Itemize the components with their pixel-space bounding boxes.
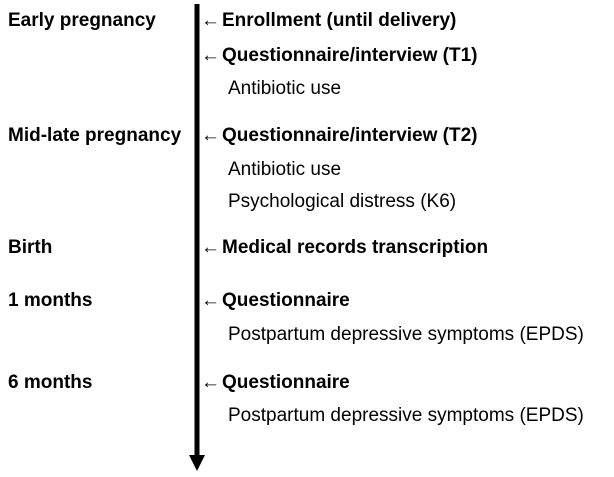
event-detail: Antibiotic use	[228, 78, 342, 99]
event-detail: Psychological distress (K6)	[228, 191, 457, 212]
event-detail: Antibiotic use	[228, 159, 342, 180]
left-arrow-icon: ←	[201, 237, 220, 258]
stage-birth: Birth	[8, 237, 53, 258]
timeline-axis-arrowhead	[189, 455, 205, 471]
left-arrow-icon: ←	[201, 372, 220, 393]
left-arrow-icon: ←	[201, 125, 220, 146]
event-detail: Postpartum depressive symptoms (EPDS)	[228, 324, 584, 345]
event-enrollment: Enrollment (until delivery)	[222, 10, 457, 31]
event-questionnaire-t1: Questionnaire/interview (T1)	[222, 45, 478, 66]
stage-early-pregnancy: Early pregnancy	[8, 10, 156, 31]
event-questionnaire-1-month: Questionnaire	[222, 290, 350, 311]
stage-6-months: 6 months	[8, 372, 93, 393]
event-questionnaire-6-months: Questionnaire	[222, 372, 350, 393]
event-detail: Postpartum depressive symptoms (EPDS)	[228, 405, 584, 426]
event-questionnaire-t2: Questionnaire/interview (T2)	[222, 125, 478, 146]
stage-1-month: 1 months	[8, 290, 93, 311]
stage-mid-late-pregnancy: Mid-late pregnancy	[8, 125, 182, 146]
left-arrow-icon: ←	[201, 290, 220, 311]
left-arrow-icon: ←	[201, 10, 220, 31]
event-medical-records: Medical records transcription	[222, 237, 489, 258]
left-arrow-icon: ←	[201, 45, 220, 66]
